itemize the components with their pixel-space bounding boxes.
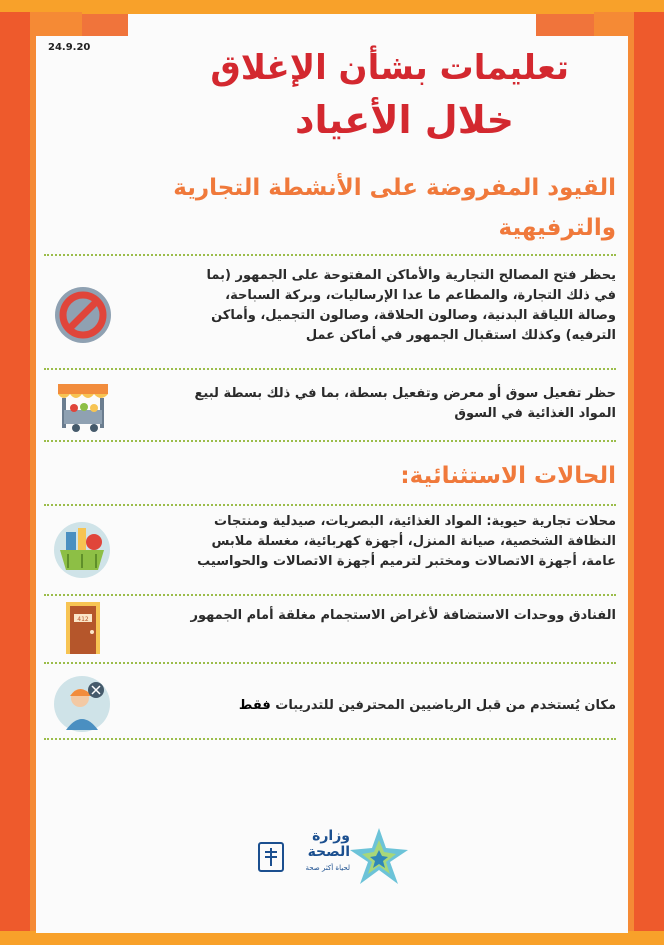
prohibited-icon	[52, 284, 114, 350]
exception-text-main: مكان يُستخدم من قبل الرياضيين المحترفين للتدريبات	[275, 698, 616, 713]
restriction-text: حظر تفعيل سوق أو معرض وتفعيل بسطة، بما في ذلك بسطة لبيع المواد الغذائية في السوق	[194, 386, 616, 421]
exception-text: محلات تجارية حيوية: المواد الغذائية، البصريات، صيدلية ومنتجات النظافة الشخصية، صيانة المنزل، أجهزة كهربائية، مغسلة ملابس عامة، أجهزة الاتصالات ومختبر لترميم أجهزة الاتصالات والحواسيب	[197, 514, 616, 569]
section-exceptions-title: الحالات الاستثنائية:	[400, 463, 616, 489]
state-emblem-icon	[258, 842, 284, 876]
exception-item	[48, 512, 616, 592]
divider	[44, 440, 616, 442]
divider	[44, 504, 616, 506]
grocery-basket-icon	[52, 520, 112, 584]
page-title-line-1: تعليمات بشأن الإغلاق	[210, 48, 569, 88]
hotel-door-icon	[52, 600, 112, 660]
divider	[44, 738, 616, 740]
divider	[44, 368, 616, 370]
divider	[44, 594, 616, 596]
frame-band-left	[0, 0, 30, 945]
divider	[44, 254, 616, 256]
frame-bottom	[0, 931, 664, 945]
paper-tab	[128, 14, 536, 38]
page-title-line-2: خلال الأعياد	[294, 98, 514, 142]
ministry-tagline: لحياة أكثر صحة	[305, 864, 350, 872]
divider	[44, 662, 616, 664]
frame-top-left	[0, 0, 82, 12]
restriction-item	[48, 384, 616, 438]
athlete-icon	[52, 674, 112, 738]
ministry-star-logo-icon	[348, 826, 410, 892]
exception-text: الفنادق ووحدات الاستضافة لأغراض الاستجمام مغلقة أمام الجمهور	[190, 608, 616, 623]
door-number: 412	[77, 616, 89, 623]
restriction-item	[48, 266, 616, 362]
exception-text-strong: فقط	[238, 698, 271, 713]
exception-text	[186, 696, 616, 716]
exception-item	[48, 606, 616, 656]
date-label: 24.9.20	[48, 42, 91, 53]
market-stall-icon	[52, 376, 114, 440]
exception-item	[48, 696, 616, 726]
frame-top-right	[594, 0, 664, 12]
frame-top-inner	[82, 0, 594, 14]
frame-band-right	[634, 0, 664, 945]
ministry-name: وزارة الصحة	[307, 828, 350, 860]
restriction-text: يحظر فتح المصالح التجارية والأماكن المفتوحة على الجمهور (بما في ذلك التجارة، والمطاعم ما عدا الإرساليات، وبركة السباحة، وصالة اللياقة البدنية، وصالون الحلاقة، وصالون التجميل، وأماكن الترفيه) وكذلك استقبال الجمهور في أماكن عمل	[206, 268, 616, 343]
section-restrictions-title: القيود المفروضة على الأنشطة التجارية والترفيهية	[173, 175, 616, 241]
